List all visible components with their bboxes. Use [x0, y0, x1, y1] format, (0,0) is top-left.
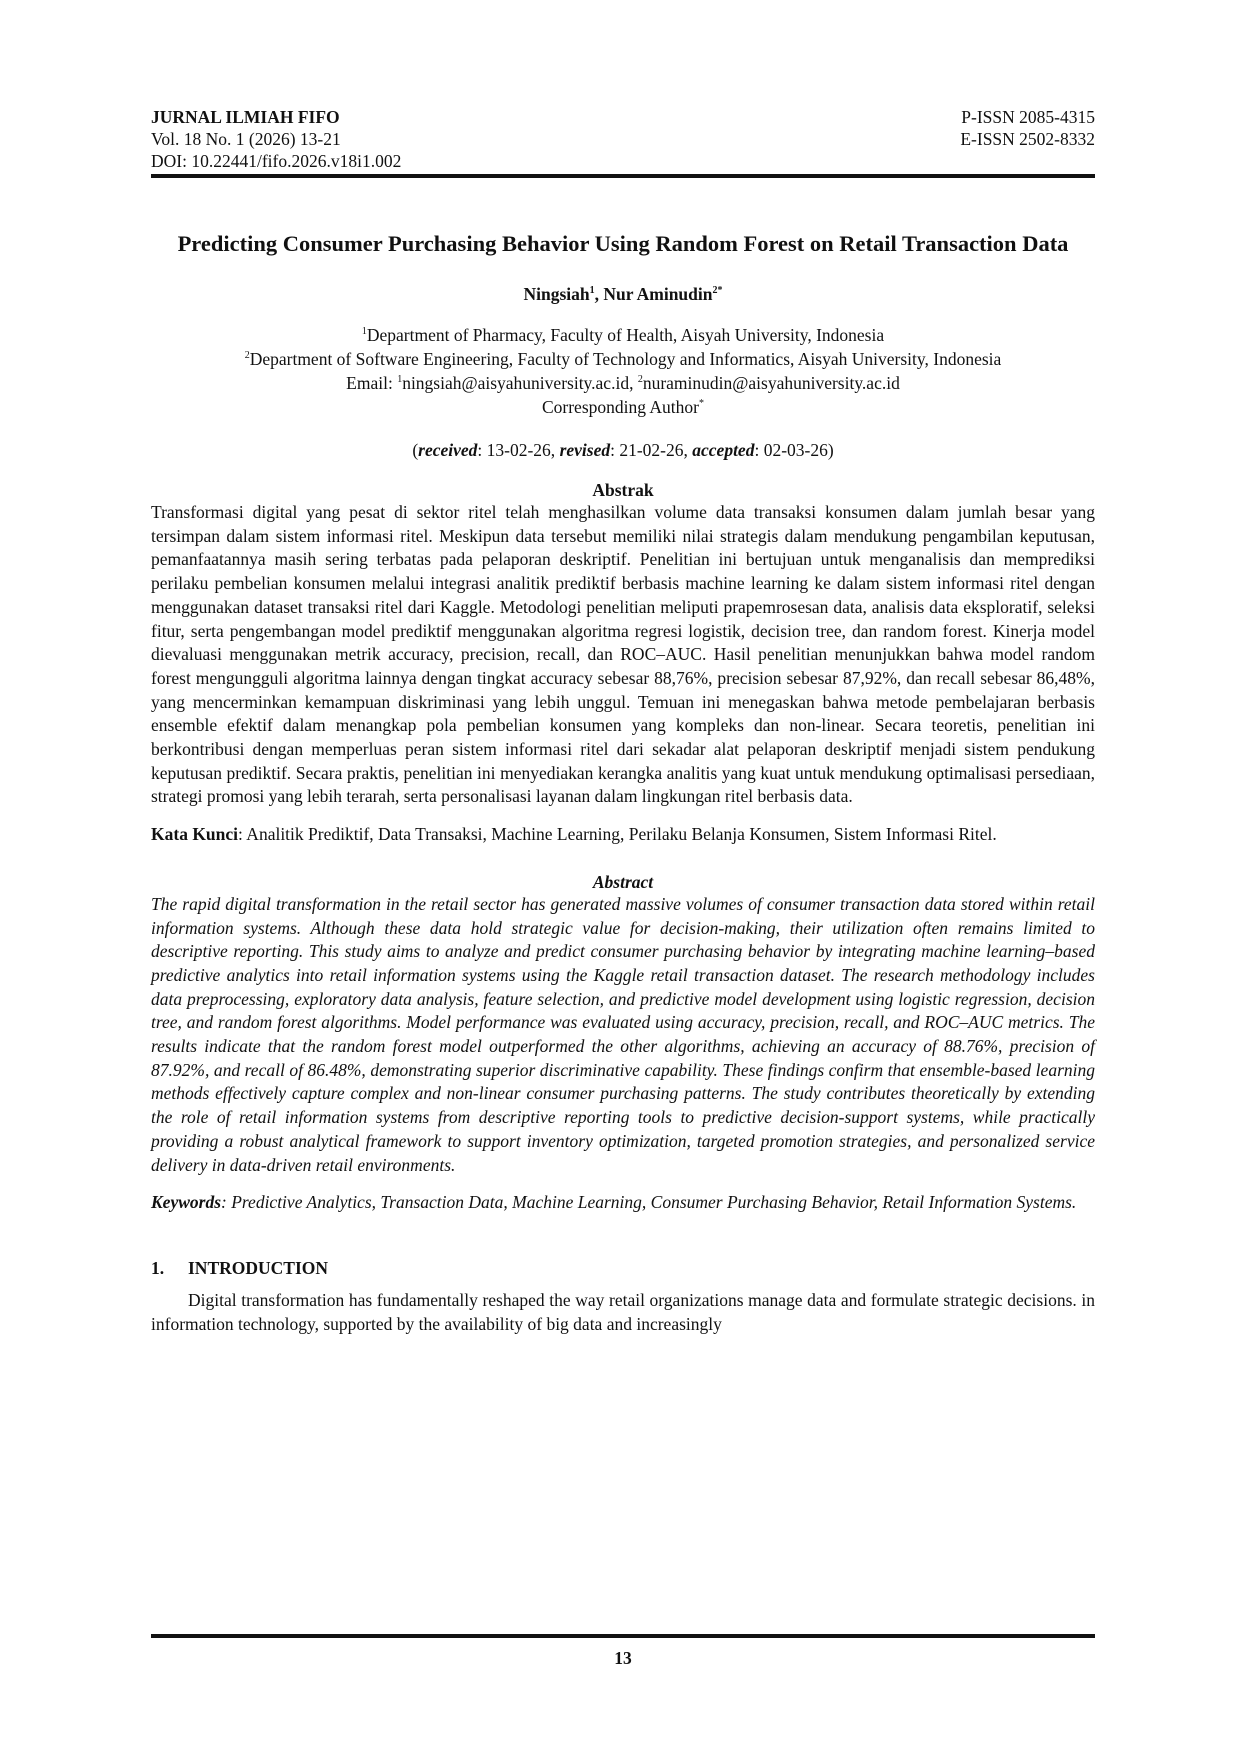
journal-header [151, 106, 1095, 172]
paper-page [151, 106, 1095, 1336]
footer-rule [151, 1634, 1095, 1638]
affiliation-1-marker: 1 [361, 326, 367, 338]
email-line [151, 371, 1095, 395]
email-1-marker: 1 [397, 374, 403, 386]
keywords-text: : Predictive Analytics, Transaction Data, Machine Learning, Consumer Purchasing Behavior, Retail Information Systems. [221, 1192, 1077, 1213]
kata-kunci [151, 823, 1095, 847]
author-2: Nur Aminudin [603, 284, 713, 304]
email-2[interactable]: nuraminudin@aisyahuniversity.ac.id [642, 373, 900, 393]
author-separator: , [594, 284, 604, 304]
journal-doi[interactable]: DOI: 10.22441/fifo.2026.v18i1.002 [151, 151, 402, 171]
introduction-heading [151, 1257, 1095, 1279]
submission-dates [151, 439, 1095, 461]
print-issn: P-ISSN 2085-4315 [961, 107, 1095, 127]
electronic-issn: E-ISSN 2502-8332 [960, 129, 1095, 149]
email-label: Email: [346, 373, 398, 393]
accepted-label: accepted [692, 440, 755, 460]
affiliation-1 [151, 323, 1095, 347]
section-number: 1. [151, 1257, 165, 1278]
abstract-heading: Abstract [592, 871, 654, 892]
author-1-marker: 1 [589, 285, 595, 297]
keywords-label: Keywords [151, 1192, 221, 1213]
page-number: 13 [614, 1648, 632, 1668]
kata-kunci-text: : Analitik Prediktif, Data Transaksi, Machine Learning, Perilaku Belanja Konsumen, Sistem Informasi Ritel. [238, 824, 997, 845]
accepted-date: : 02-03-26) [754, 440, 834, 460]
author-1: Ningsiah [523, 284, 590, 304]
email-1[interactable]: ningsiah@aisyahuniversity.ac.id, [402, 373, 638, 393]
received-label: received [418, 440, 478, 460]
email-2-marker: 2 [637, 374, 643, 386]
abstrak-text: Transformasi digital yang pesat di sektor ritel telah menghasilkan volume data transaksi konsumen dalam jumlah besar yang tersimpan dalam sistem informasi ritel. Meskipun data tersebut memiliki nilai strategis dalam mendukung pengambilan keputusan, pemanfaatannya masih sering terbatas pada pelaporan deskriptif. Penelitian ini bertujuan untuk menganalisis dan memprediksi perilaku pembelian konsumen melalui integrasi analitik prediktif berbasis machine learning ke dalam sistem informasi ritel dengan menggunakan dataset transaksi ritel dari Kaggle. Metodologi penelitian meliputi prapemrosesan data, analisis data eksploratif, seleksi fitur, serta pengembangan model prediktif menggunakan algoritma regresi logistik, decision tree, dan random forest. Kinerja model dievaluasi menggunakan metrik accuracy, precision, recall, dan ROC–AUC. Hasil penelitian menunjukkan bahwa model random forest mengungguli algoritma lainnya dengan tingkat accuracy sebesar 88,76%, precision sebesar 87,92%, dan recall sebesar 86,48%, yang mencerminkan kemampuan diskriminasi yang lebih unggul. Temuan ini menegaskan bahwa metode pembelajaran berbasis ensemble efektif dalam menangkap pola pembelian konsumen yang kompleks dan non-linear. Secara teoretis, penelitian ini berkontribusi dengan memperluas peran sistem informasi ritel dari sekadar alat pelaporan deskriptif menjadi sistem pendukung keputusan prediktif. Secara praktis, penelitian ini menyediakan kerangka analitis yang kuat untuk mendukung optimalisasi persediaan, strategi promosi yang lebih terarah, serta personalisasi layanan dalam lingkungan ritel berbasis data. [151, 502, 1095, 807]
introduction-text: Digital transformation has fundamentally reshaped the way retail organizations manage data and formulate strategic decisions. in information technology, supported by the availability of big data and increasingly [151, 1289, 1095, 1334]
affiliation-1-text: Department of Pharmacy, Faculty of Health, Aisyah University, Indonesia [366, 325, 885, 345]
abstrak-heading: Abstrak [592, 480, 654, 500]
journal-info [151, 106, 401, 172]
received-date: : 13-02-26, [477, 440, 560, 460]
dates-open: ( [412, 440, 419, 460]
kata-kunci-label: Kata Kunci [151, 824, 239, 845]
journal-volume: Vol. 18 No. 1 (2026) 13-21 [151, 129, 341, 149]
corresponding-label: Corresponding Author [541, 397, 699, 417]
author-2-marker: 2* [712, 285, 723, 297]
affiliation-2-text: Department of Software Engineering, Faculty of Technology and Informatics, Aisyah University, Indonesia [249, 349, 1002, 369]
affiliation-2-marker: 2 [244, 350, 250, 362]
affiliation-2 [151, 347, 1095, 371]
affiliations [151, 323, 1095, 419]
paper-title: Predicting Consumer Purchasing Behavior Using Random Forest on Retail Transaction Data [177, 231, 1069, 256]
journal-name: JURNAL ILMIAH FIFO [151, 107, 340, 127]
corresponding-marker: * [699, 398, 704, 410]
revised-date: : 21-02-26, [610, 440, 693, 460]
issn-info [960, 106, 1095, 172]
keywords [151, 1191, 1095, 1215]
corresponding-author [151, 395, 1095, 419]
author-list [151, 283, 1095, 305]
abstract-text: The rapid digital transformation in the retail sector has generated massive volumes of consumer transaction data stored within retail information systems. Although these data hold strategic value for decision-making, their utilization often remains limited to descriptive reporting. This study aims to analyze and predict consumer purchasing behavior by integrating machine learning–based predictive analytics into retail information systems using the Kaggle retail transaction dataset. The research methodology includes data preprocessing, exploratory data analysis, feature selection, and predictive model development using logistic regression, decision tree, and random forest algorithms. Model performance was evaluated using accuracy, precision, recall, and ROC–AUC metrics. The results indicate that the random forest model outperformed the other algorithms, achieving an accuracy of 88.76%, precision of 87.92%, and recall of 86.48%, demonstrating superior discriminative capability. These findings confirm that ensemble-based learning methods effectively capture complex and non-linear consumer purchasing patterns. The study contributes theoretically by extending the role of retail information systems from descriptive reporting tools to predictive decision-support systems, while practically providing a robust analytical framework to support inventory optimization, targeted promotion strategies, and personalized service delivery in data-driven retail environments. [151, 893, 1095, 1175]
header-rule [151, 174, 1095, 178]
revised-label: revised [559, 440, 611, 460]
section-title: INTRODUCTION [188, 1257, 329, 1278]
